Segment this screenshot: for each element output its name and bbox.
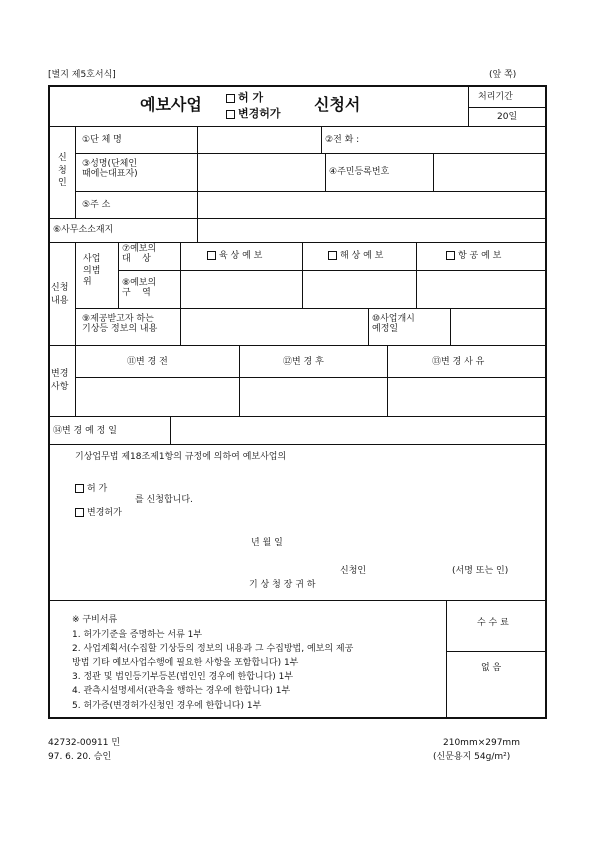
paper-size: 210mm×297mm bbox=[443, 738, 520, 748]
document-item: 2. 사업계획서(수집할 기상등의 정보의 내용과 그 수집방법, 예보의 제공 bbox=[72, 644, 354, 654]
rule bbox=[387, 345, 388, 416]
area-field-1[interactable] bbox=[182, 272, 300, 306]
rule bbox=[75, 153, 547, 154]
recipient: 기 상 청 장 귀 하 bbox=[249, 580, 316, 590]
rule bbox=[468, 85, 469, 126]
rule bbox=[433, 153, 434, 191]
rule bbox=[446, 651, 547, 652]
applicant-section-label: 신 청 인 bbox=[58, 153, 67, 189]
signature-note: (서명 또는 인) bbox=[452, 566, 509, 576]
change-after-label: ⑫변 경 후 bbox=[283, 357, 324, 367]
page-side: (앞 쪽) bbox=[489, 70, 517, 80]
address-field[interactable] bbox=[199, 193, 544, 216]
rep-name-field[interactable] bbox=[199, 155, 323, 189]
approval-date: 97. 6. 20. 승인 bbox=[48, 752, 112, 762]
scope-label: 사업 의범 위 bbox=[83, 254, 101, 288]
rule bbox=[416, 242, 417, 308]
form-number: [별지 제5호서식] bbox=[48, 70, 116, 80]
rule bbox=[75, 377, 547, 378]
rule bbox=[48, 444, 547, 445]
statement-option-change[interactable]: 변경허가 bbox=[75, 508, 122, 518]
rule bbox=[118, 270, 547, 271]
document-item: 방법 기타 예보사업수행에 필요한 사항을 포함합니다) 1부 bbox=[72, 658, 299, 668]
form-code: 42732-00911 민 bbox=[48, 738, 121, 748]
statement-line: 기상업무법 제18조제1항의 규정에 의하여 예보사업의 bbox=[75, 452, 287, 462]
applicant-signature-label: 신청인 bbox=[340, 566, 367, 576]
planned-date-label: ⑭변 경 예 정 일 bbox=[53, 426, 117, 436]
change-before-label: ⑪변 경 전 bbox=[127, 357, 168, 367]
rule bbox=[75, 308, 547, 309]
checkbox-icon bbox=[328, 251, 337, 260]
rule bbox=[197, 126, 198, 242]
change-section-label: 변경 사항 bbox=[51, 369, 69, 392]
rule bbox=[170, 416, 171, 444]
info-content-field[interactable] bbox=[182, 310, 366, 343]
document-item: 5. 허가증(변경허가신청인 경우에 한합니다) 1부 bbox=[72, 701, 262, 711]
office-location-field[interactable] bbox=[199, 220, 544, 240]
checkbox-icon bbox=[226, 94, 235, 103]
document-item: 3. 정관 및 법인등기부등본(법인인 경우에 한합니다) 1부 bbox=[72, 672, 294, 682]
area-field-2[interactable] bbox=[304, 272, 414, 306]
fee-label: 수 수 료 bbox=[477, 618, 509, 628]
rule bbox=[450, 308, 451, 345]
processing-period-value: 20일 bbox=[497, 112, 518, 122]
rule bbox=[75, 191, 547, 192]
planned-date-field[interactable] bbox=[172, 418, 544, 442]
change-reason-field[interactable] bbox=[389, 379, 544, 414]
rule bbox=[302, 242, 303, 308]
title-option-permit[interactable]: 허 가 bbox=[226, 92, 263, 105]
title-right: 신청서 bbox=[314, 95, 361, 114]
rule bbox=[48, 345, 547, 346]
target-sea-option[interactable]: 해 상 예 보 bbox=[328, 251, 383, 261]
application-section-label: 신청 내용 bbox=[51, 283, 69, 306]
change-reason-label: ⑬변 경 사 유 bbox=[432, 357, 485, 367]
rule bbox=[446, 600, 447, 719]
rule bbox=[118, 242, 119, 308]
rule bbox=[48, 126, 547, 127]
rule bbox=[75, 345, 76, 416]
rule bbox=[468, 107, 547, 108]
area-field-3[interactable] bbox=[418, 272, 544, 306]
address-label: ⑤주 소 bbox=[82, 200, 111, 210]
documents-heading: ※ 구비서류 bbox=[72, 615, 118, 625]
document-item: 4. 관측시설명세서(관측을 행하는 경우에 한합니다) 1부 bbox=[72, 686, 291, 696]
rule bbox=[75, 242, 76, 345]
statement-option-permit[interactable]: 허 가 bbox=[75, 484, 107, 494]
area-label: ⑧예보의 구 역 bbox=[122, 278, 157, 299]
rule bbox=[368, 308, 369, 345]
target-air-option[interactable]: 항 공 예 보 bbox=[446, 251, 501, 261]
date-line: 년 월 일 bbox=[251, 538, 283, 548]
rule bbox=[48, 218, 547, 219]
document-item: 1. 허가기준을 증명하는 서류 1부 bbox=[72, 630, 203, 640]
checkbox-icon bbox=[75, 484, 84, 493]
statement-apply-text: 를 신청합니다. bbox=[135, 495, 193, 505]
rule bbox=[321, 126, 322, 153]
checkbox-icon bbox=[446, 251, 455, 260]
processing-period-label: 처리기간 bbox=[478, 92, 513, 102]
fee-value: 없 음 bbox=[481, 663, 502, 673]
start-date-label: ⑩사업개시 예정일 bbox=[372, 314, 415, 335]
rule bbox=[48, 416, 547, 417]
rule bbox=[48, 242, 547, 243]
target-land-option[interactable]: 육 상 예 보 bbox=[207, 251, 262, 261]
paper-type: (신문용지 54g/m²) bbox=[433, 752, 511, 762]
office-location-label: ⑥사무소소재지 bbox=[53, 225, 114, 235]
rep-name-label: ③성명(단체인 때에는대표자) bbox=[82, 159, 138, 180]
checkbox-icon bbox=[75, 508, 84, 517]
start-date-field[interactable] bbox=[452, 310, 544, 343]
rule bbox=[180, 242, 181, 345]
title-option-change[interactable]: 변경허가 bbox=[226, 108, 281, 121]
resident-no-field[interactable] bbox=[435, 155, 544, 189]
change-after-field[interactable] bbox=[241, 379, 385, 414]
rule bbox=[239, 345, 240, 416]
checkbox-icon bbox=[207, 251, 216, 260]
change-before-field[interactable] bbox=[77, 379, 237, 414]
target-label: ⑦예보의 대 상 bbox=[122, 244, 157, 265]
title-left: 예보사업 bbox=[140, 95, 202, 114]
checkbox-icon bbox=[226, 110, 235, 119]
org-name-label: ①단 체 명 bbox=[82, 135, 122, 145]
org-name-field[interactable] bbox=[199, 128, 319, 151]
resident-no-label: ④주민등록번호 bbox=[329, 167, 390, 177]
rule bbox=[48, 600, 547, 601]
phone-field[interactable] bbox=[370, 128, 544, 151]
info-content-label: ⑨제공받고자 하는 기상등 정보의 내용 bbox=[82, 314, 158, 335]
rule bbox=[75, 126, 76, 218]
phone-label: ②전 화 : bbox=[325, 135, 360, 145]
rule bbox=[325, 153, 326, 191]
